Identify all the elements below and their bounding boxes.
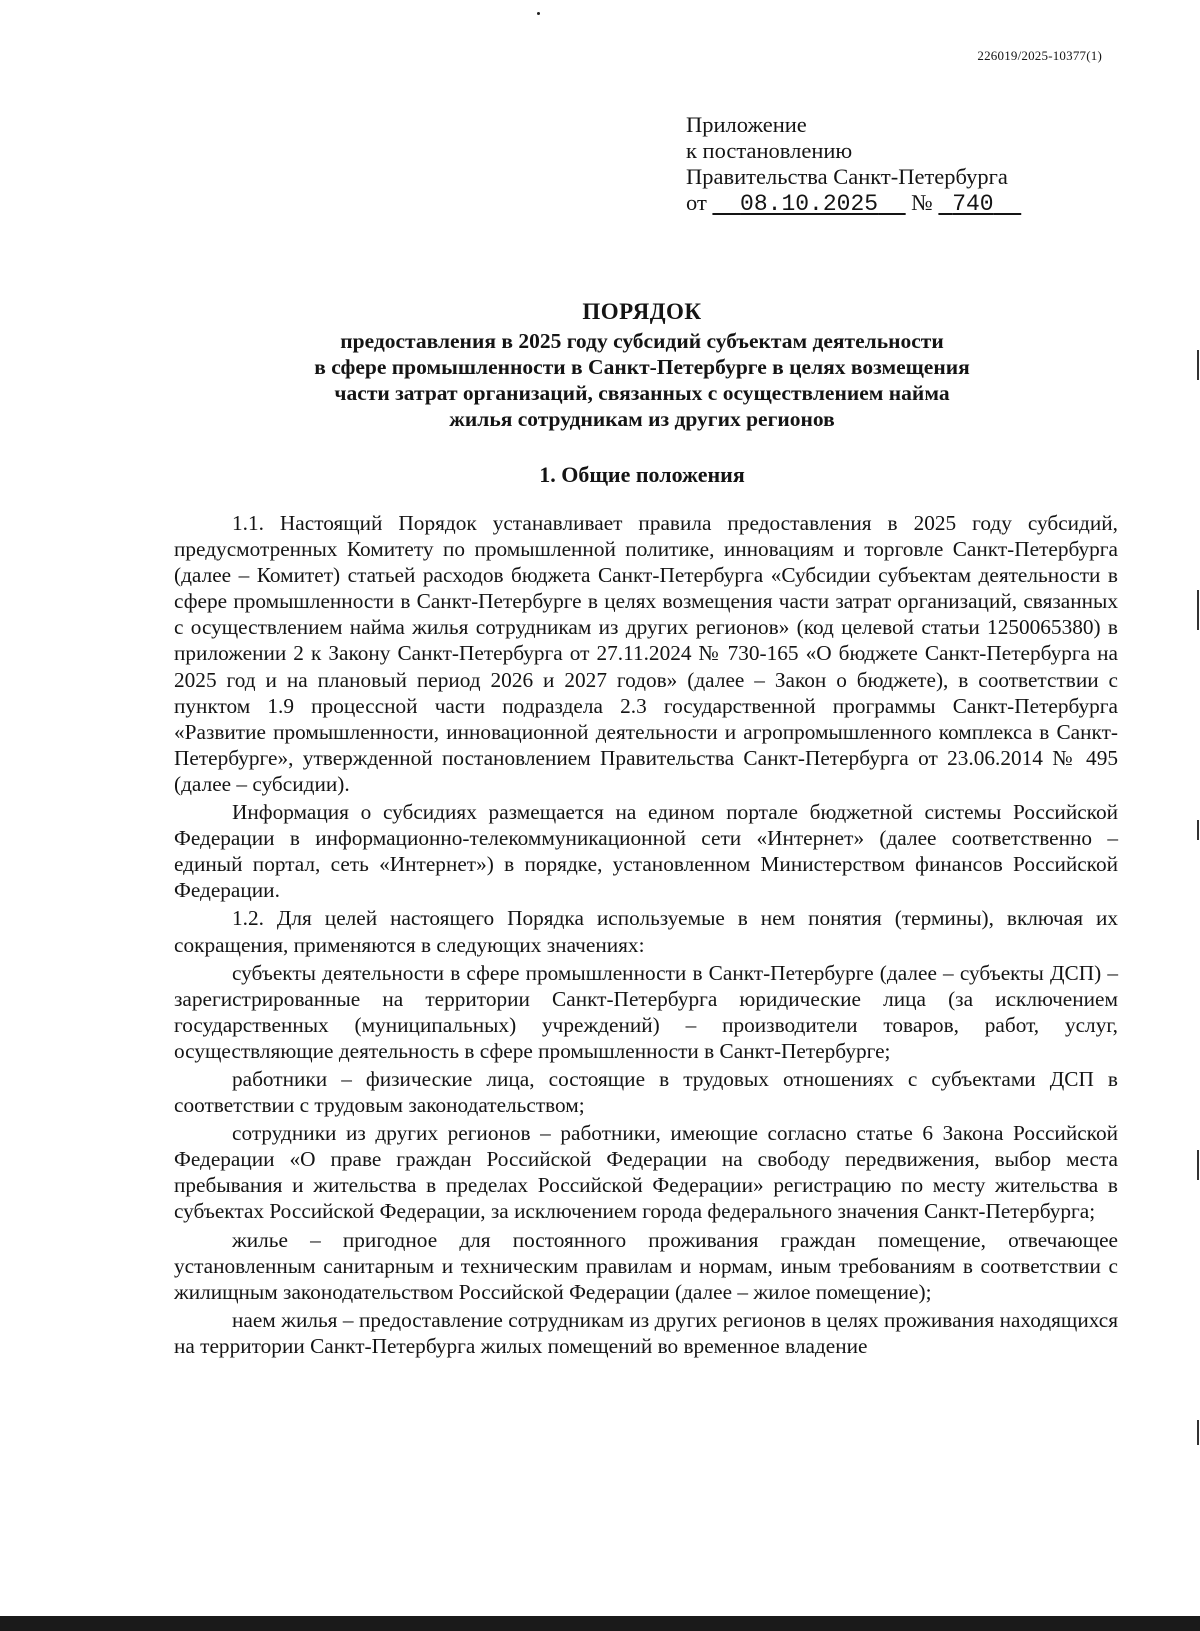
appendix-line-2: к постановлению: [686, 138, 853, 163]
scan-speck: [537, 12, 540, 15]
resolution-number: [938, 191, 1021, 217]
paragraph-1-1: 1.1. Настоящий Порядок устанавливает правила предоставления в 2025 году субсидий, предусмотренных Комитету по промышленной политике, инновациям и торговле Санкт-Петербурга (далее – Комитет) статьей расходов бюджета Санкт-Петербурга «Субсидии субъектам деятельности в сфере промышленности в Санкт-Петербурге в целях возмещения части затрат организаций, связанных с осуществлением найма жилья сотрудникам из других регионов» (код целевой статьи 1250065380) в приложении 2 к Закону Санкт-Петербурга от 27.11.2024 № 730-165 «О бюджете Санкт-Петербурга на 2025 год и на плановый период 2026 и 2027 годов» (далее – Закон о бюджете), в соответствии с пунктом 1.9 процессной части подраздела 2.3 государственной программы Санкт-Петербурга «Развитие промышленности, инновационной деятельности и агропромышленного комплекса в Санкт-Петербурге», утвержденной постановлением Правительства Санкт-Петербурга от 23.06.2014 № 495 (далее – субсидии).: [174, 511, 1118, 796]
definition-rental: наем жилья – предоставление сотрудникам из других регионов в целях проживания находящихся на территории Санкт-Петербурга жилых помещений во временное владение: [174, 1307, 1118, 1358]
definition-employees: сотрудники из других регионов – работники, имеющие согласно статье 6 Закона Российской Федерации «О праве граждан Российской Федерации на свободу передвижения, выбор места пребывания и жительства в пределах Российской Федерации» регистрацию по месту жительства в субъектах Российской Федерации, за исключением города федерального значения Санкт-Петербурга;: [174, 1121, 1118, 1224]
definition-workers: работники – физические лица, состоящие в трудовых отношениях с субъектами ДСП в соответствии с трудовым законодательством;: [174, 1066, 1118, 1118]
scan-margin-mark: [1197, 1420, 1199, 1445]
scan-margin-mark: [1197, 820, 1199, 840]
resolution-date-value: 08.10.2025: [740, 191, 879, 217]
definition-housing: жилье – пригодное для постоянного проживания граждан помещение, отвечающее установленным санитарным и техническим правилам и нормам, иным требованиям в соответствии с жилищным законодательством Российской Федерации (далее – жилое помещение);: [174, 1227, 1118, 1304]
paragraph-info: Информация о субсидиях размещается на едином портале бюджетной системы Российской Федерации в информационно-телекоммуникационной сети «Интернет» (далее соответственно – единый портал, сеть «Интернет») в порядке, установленном Министерством финансов Российской Федерации.: [174, 800, 1118, 903]
section-heading: 1. Общие положения: [539, 462, 745, 487]
document-number: 226019/2025-10377(1): [977, 48, 1102, 63]
resolution-date: [712, 191, 905, 217]
document-title: ПОРЯДОК: [582, 299, 702, 324]
number-prefix: №: [911, 190, 933, 215]
scan-margin-mark: [1197, 1150, 1199, 1180]
subtitle-line-1: предоставления в 2025 году субсидий субъектам деятельности: [340, 329, 944, 353]
date-prefix: от: [686, 190, 707, 215]
paragraph-1-2: 1.2. Для целей настоящего Порядка используемые в нем понятия (термины), включая их сокращения, применяются в следующих значениях:: [174, 906, 1118, 957]
scan-margin-mark: [1197, 590, 1199, 630]
document-body: [174, 510, 1118, 1359]
appendix-block: [686, 112, 1021, 217]
definition-subjects: субъекты деятельности в сфере промышленности в Санкт-Петербурге (далее – субъекты ДСП) – зарегистрированные на территории Санкт-Петербурга юридические лица (за исключением государственных (муниципальных) учреждений) – производители товаров, работ, услуг, осуществляющие деятельность в сфере промышленности в Санкт-Петербурге;: [174, 960, 1118, 1063]
appendix-line-1: Приложение: [686, 112, 807, 137]
subtitle-line-4: жилья сотрудникам из других регионов: [449, 407, 835, 431]
resolution-number-value: 740: [952, 191, 994, 217]
appendix-line-3: Правительства Санкт-Петербурга: [686, 164, 1008, 189]
scan-margin-mark: [1197, 350, 1199, 380]
subtitle-line-3: части затрат организаций, связанных с осуществлением найма: [334, 381, 950, 405]
appendix-date-line: [686, 190, 1021, 217]
subtitle-line-2: в сфере промышленности в Санкт-Петербурге в целях возмещения: [314, 355, 970, 379]
scan-bottom-edge: [0, 1616, 1200, 1631]
document-title-block: [172, 298, 1112, 432]
